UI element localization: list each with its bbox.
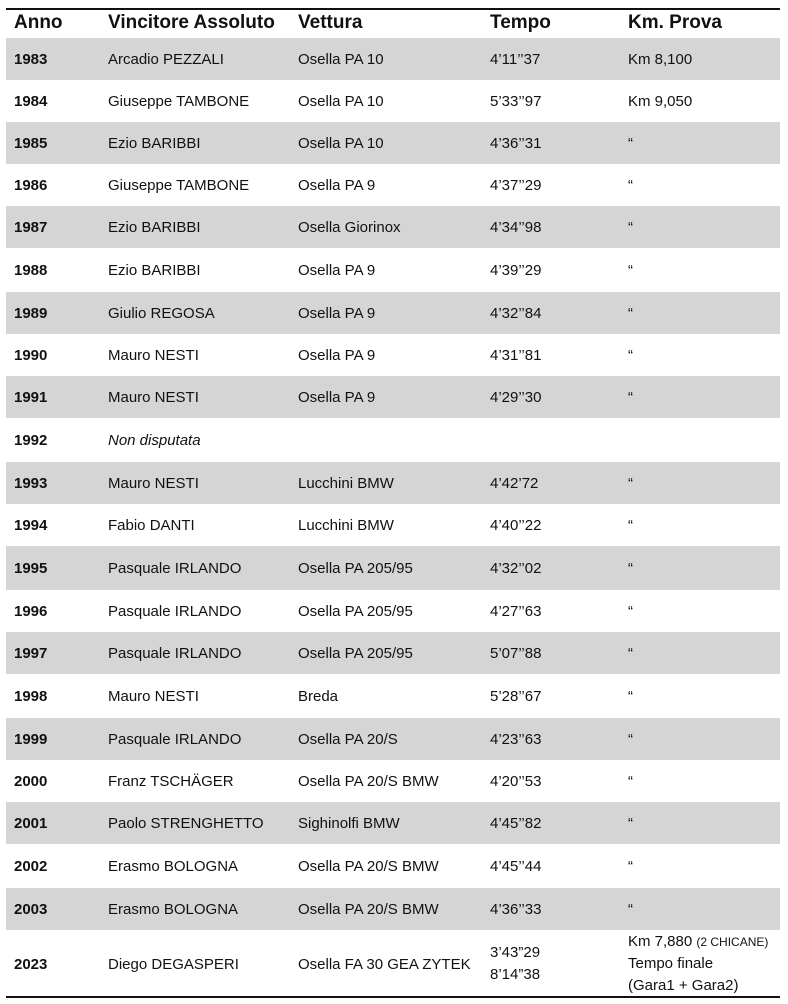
header-tempo: Tempo: [490, 12, 551, 33]
table-row: [6, 632, 780, 674]
cell-km: “: [628, 346, 633, 364]
header-anno: Anno: [14, 12, 63, 33]
cell-anno: 2002: [14, 857, 48, 875]
cell-tempo: 4’45’’82: [490, 814, 542, 832]
km-value: Km 7,880: [628, 933, 693, 950]
table-row: [6, 802, 780, 844]
cell-vincitore: Erasmo BOLOGNA: [108, 900, 239, 918]
cell-km: “: [628, 388, 633, 406]
cell-km: Km 9,050: [628, 92, 693, 110]
cell-km: “: [628, 218, 633, 236]
cell-km: “: [628, 900, 633, 918]
table-row: [6, 504, 780, 546]
cell-km: “: [628, 134, 633, 152]
cell-vincitore: Mauro NESTI: [108, 388, 199, 406]
table-row: [6, 38, 780, 80]
cell-tempo: 5’07’’88: [490, 644, 542, 662]
cell-km: “: [628, 304, 633, 322]
cell-tempo: 4’40’’22: [490, 516, 542, 534]
cell-anno: 1983: [14, 50, 48, 68]
cell-vettura: Osella PA 10: [298, 50, 384, 68]
cell-vincitore: Giulio REGOSA: [108, 304, 215, 322]
cell-tempo: 4’31’’81: [490, 346, 542, 364]
cell-anno: 1990: [14, 346, 48, 364]
cell-km: Km 8,100: [628, 50, 693, 68]
cell-tempo: 4’20’’53: [490, 772, 542, 790]
cell-vettura: Osella FA 30 GEA ZYTEK: [298, 955, 471, 973]
cell-vettura: Osella PA 9: [298, 304, 376, 322]
cell-vettura: Osella PA 205/95: [298, 559, 413, 577]
cell-tempo: 4’39’’29: [490, 261, 542, 279]
cell-vettura: Osella PA 9: [298, 261, 376, 279]
cell-anno: 2003: [14, 900, 48, 918]
header-km: Km. Prova: [628, 12, 722, 33]
cell-anno: 1992: [14, 431, 48, 449]
cell-vincitore: Mauro NESTI: [108, 346, 199, 364]
cell-vincitore: Ezio BARIBBI: [108, 134, 201, 152]
cell-vettura: Osella PA 10: [298, 134, 384, 152]
cell-tempo: 4’23’’63: [490, 730, 542, 748]
cell-vettura: Osella PA 20/S BMW: [298, 857, 439, 875]
cell-km: “: [628, 772, 633, 790]
cell-tempo: 5’33’’97: [490, 92, 542, 110]
cell-tempo: 4’37’’29: [490, 176, 542, 194]
cell-anno: 1996: [14, 602, 48, 620]
table-row: [6, 844, 780, 888]
cell-anno: 1986: [14, 176, 48, 194]
cell-vincitore: Pasquale IRLANDO: [108, 644, 242, 662]
cell-vincitore: Giuseppe TAMBONE: [108, 176, 250, 194]
cell-vincitore: Erasmo BOLOGNA: [108, 857, 239, 875]
cell-anno: 1988: [14, 261, 48, 279]
cell-anno: 1995: [14, 559, 48, 577]
cell-vincitore: Franz TSCHÄGER: [108, 772, 234, 790]
table-row: [6, 462, 780, 504]
cell-vettura: Osella PA 9: [298, 346, 376, 364]
table-header: [6, 10, 780, 36]
cell-vettura: Breda: [298, 687, 339, 705]
cell-anno: 1989: [14, 304, 48, 322]
cell-km: “: [628, 644, 633, 662]
cell-tempo: 4’29’’30: [490, 388, 542, 406]
cell-anno: 1998: [14, 687, 48, 705]
table-row: [6, 674, 780, 718]
cell-tempo: 4’36’’31: [490, 134, 542, 152]
cell-km: “: [628, 602, 633, 620]
cell-vincitore: Ezio BARIBBI: [108, 218, 201, 236]
header-vettura: Vettura: [298, 12, 363, 33]
cell-vincitore: Fabio DANTI: [108, 516, 195, 534]
cell-vettura: Osella PA 9: [298, 176, 376, 194]
km-line3: (Gara1 + Gara2): [628, 977, 739, 994]
cell-vettura: Lucchini BMW: [298, 474, 394, 492]
cell-vincitore: Pasquale IRLANDO: [108, 602, 242, 620]
table-row: [6, 122, 780, 164]
table-row: [6, 760, 780, 802]
cell-tempo: 4’32’’02: [490, 559, 542, 577]
header-vincitore: Vincitore Assoluto: [108, 12, 275, 33]
cell-vettura: Osella PA 20/S: [298, 730, 398, 748]
cell-km: [628, 930, 768, 998]
cell-km: “: [628, 559, 633, 577]
cell-tempo: 4’27’’63: [490, 602, 542, 620]
cell-tempo: 4’36’’33: [490, 900, 542, 918]
table-row: [6, 718, 780, 760]
cell-vincitore: Non disputata: [108, 431, 201, 449]
cell-vettura: Osella Giorinox: [298, 218, 401, 236]
cell-vincitore: Pasquale IRLANDO: [108, 730, 242, 748]
cell-tempo: 4’42’72: [490, 474, 539, 492]
table-row: [6, 930, 780, 998]
km-line1: [628, 931, 768, 953]
cell-vincitore: Arcadio PEZZALI: [108, 50, 224, 68]
cell-km: “: [628, 814, 633, 832]
cell-vettura: Osella PA 20/S BMW: [298, 772, 439, 790]
cell-tempo: 4’34’’98: [490, 218, 542, 236]
table-row: [6, 334, 780, 376]
cell-tempo: 5’28’’67: [490, 687, 542, 705]
cell-vettura: Osella PA 20/S BMW: [298, 900, 439, 918]
cell-km: “: [628, 176, 633, 194]
table-row: [6, 376, 780, 418]
cell-vincitore: Diego DEGASPERI: [108, 955, 239, 973]
cell-anno: 1984: [14, 92, 48, 110]
tempo-gara2: 8’14”38: [490, 966, 541, 983]
cell-tempo: 4’45’’44: [490, 857, 542, 875]
cell-anno: 1991: [14, 388, 48, 406]
cell-anno: 1997: [14, 644, 48, 662]
cell-km: “: [628, 474, 633, 492]
cell-anno: 2023: [14, 955, 48, 973]
km-note: (2 CHICANE): [696, 935, 769, 949]
cell-vettura: Osella PA 9: [298, 388, 376, 406]
cell-vincitore: Paolo STRENGHETTO: [108, 814, 264, 832]
table-row: [6, 206, 780, 248]
cell-anno: 1987: [14, 218, 48, 236]
cell-vincitore: Ezio BARIBBI: [108, 261, 201, 279]
table-row: [6, 888, 780, 930]
cell-anno: 2000: [14, 772, 48, 790]
cell-km: “: [628, 516, 633, 534]
cell-tempo: 4’11’’37: [490, 50, 541, 68]
cell-km: “: [628, 261, 633, 279]
table-row: [6, 546, 780, 590]
table-row: [6, 80, 780, 122]
cell-vettura: Sighinolfi BMW: [298, 814, 400, 832]
cell-vettura: Osella PA 205/95: [298, 644, 413, 662]
table-row: [6, 248, 780, 292]
table-row: [6, 590, 780, 632]
km-line2: Tempo finale: [628, 955, 714, 972]
cell-anno: 2001: [14, 814, 48, 832]
cell-km: “: [628, 730, 633, 748]
cell-vincitore: Pasquale IRLANDO: [108, 559, 242, 577]
cell-anno: 1993: [14, 474, 48, 492]
cell-km: “: [628, 687, 633, 705]
cell-anno: 1994: [14, 516, 48, 534]
cell-vettura: Osella PA 10: [298, 92, 384, 110]
cell-km: “: [628, 857, 633, 875]
cell-vincitore: Mauro NESTI: [108, 474, 199, 492]
cell-vettura: Lucchini BMW: [298, 516, 394, 534]
cell-vincitore: Mauro NESTI: [108, 687, 199, 705]
bottom-rule: [6, 996, 780, 998]
table-row: [6, 164, 780, 206]
cell-anno: 1985: [14, 134, 48, 152]
table-row: [6, 418, 780, 462]
cell-tempo: 4’32’’84: [490, 304, 542, 322]
cell-vettura: Osella PA 205/95: [298, 602, 413, 620]
table-row: [6, 292, 780, 334]
cell-vincitore: Giuseppe TAMBONE: [108, 92, 250, 110]
tempo-gara1: 3’43”29: [490, 944, 541, 961]
cell-anno: 1999: [14, 730, 48, 748]
cell-tempo: [490, 930, 540, 998]
